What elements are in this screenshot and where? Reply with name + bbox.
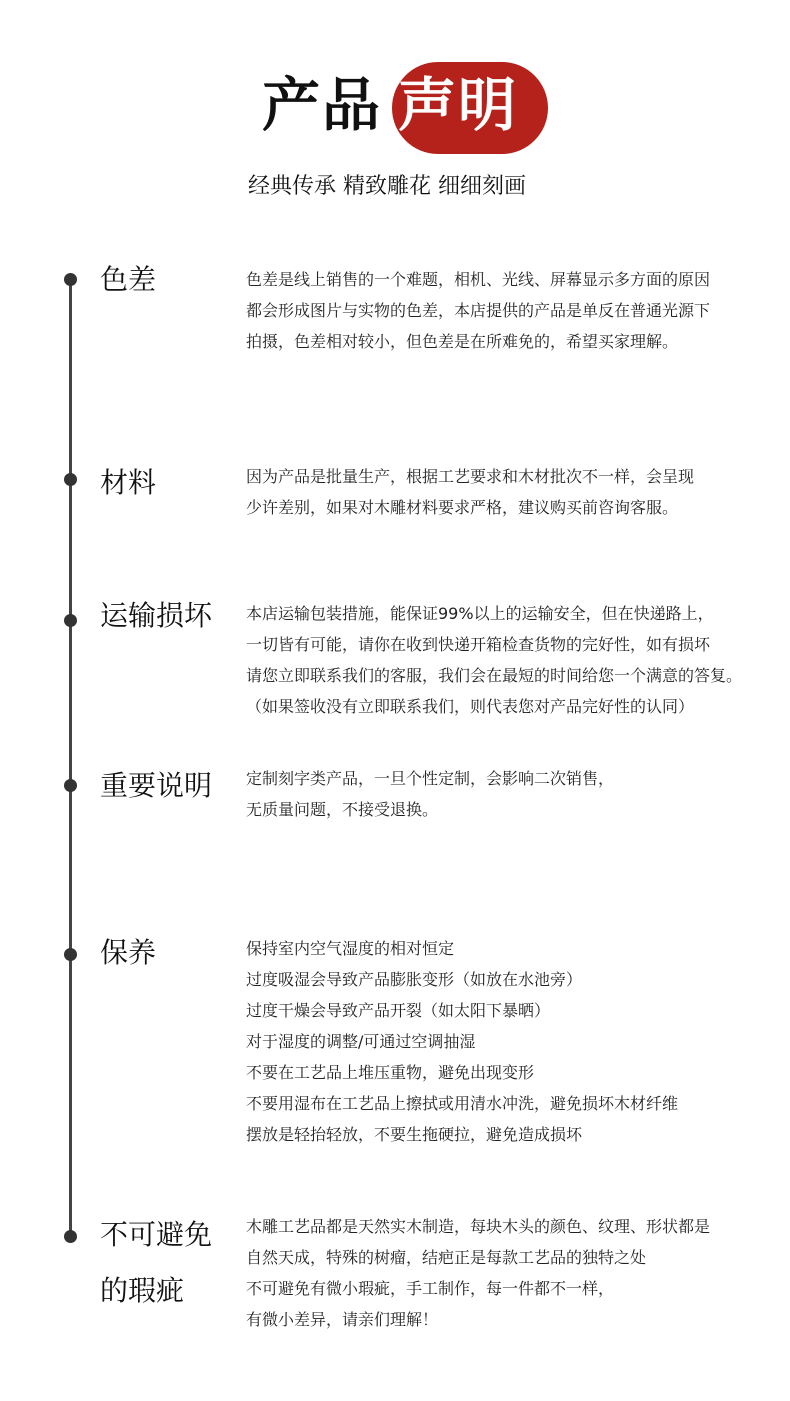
section-body-line: 都会形成图片与实物的色差，本店提供的产品是单反在普通光源下: [246, 301, 711, 320]
section-body-line: 不要在工艺品上堆压重物，避免出现变形: [246, 1063, 535, 1082]
section-heading-line: 材料: [100, 466, 157, 499]
page-subtitle: 经典传承 精致雕花 细细刻画: [248, 174, 526, 199]
section-body-line: 不可避免有微小瑕疵，手工制作，每一件都不一样，: [246, 1279, 615, 1298]
timeline-dot: [64, 614, 77, 627]
section-heading-unavoidable-flaws: [100, 1207, 212, 1319]
section-body-important-note: [246, 763, 614, 825]
section-body-unavoidable-flaws: [246, 1211, 710, 1335]
section-body-line: 请您立即联系我们的客服，我们会在最短的时间给您一个满意的答复。: [246, 666, 743, 685]
section-body-line: 保持室内空气湿度的相对恒定: [246, 939, 455, 958]
section-heading-important-note: [100, 758, 212, 814]
section-heading-line: 重要说明: [100, 769, 213, 802]
page-title-seal-text: 声明: [398, 71, 519, 139]
timeline-dot: [64, 473, 77, 486]
section-body-line: 木雕工艺品都是天然实木制造，每块木头的颜色、纹理、形状都是: [246, 1217, 711, 1236]
section-heading-line: 运输损坏: [100, 599, 213, 632]
section-body-material: [246, 461, 694, 523]
section-body-shipping-damage: [246, 598, 742, 722]
section-body-line: 不要用湿布在工艺品上擦拭或用清水冲洗，避免损坏木材纤维: [246, 1094, 679, 1113]
section-body-line: 自然天成，特殊的树瘤，结疤正是每款工艺品的独特之处: [246, 1248, 647, 1267]
section-body-line: 拍摄，色差相对较小，但色差是在所难免的，希望买家理解。: [246, 332, 679, 351]
section-heading-material: [100, 455, 156, 511]
section-body-line: 少许差别，如果对木雕材料要求严格，建议购买前咨询客服。: [246, 498, 679, 517]
section-body-line: 过度干燥会导致产品开裂（如太阳下暴晒）: [246, 1001, 551, 1020]
timeline-dot: [64, 948, 77, 961]
section-body-line: 色差是线上销售的一个难题，相机、光线、屏幕显示多方面的原因: [246, 270, 711, 289]
section-heading-maintenance: [100, 925, 156, 981]
section-body-line: 有微小差异，请亲们理解！: [246, 1310, 439, 1329]
section-heading-line: 色差: [100, 263, 157, 296]
section-body-line: 对于湿度的调整/可通过空调抽湿: [246, 1032, 476, 1051]
section-body-line: 定制刻字类产品，一旦个性定制，会影响二次销售，: [246, 769, 615, 788]
section-body-line: 摆放是轻抬轻放，不要生拖硬拉，避免造成损坏: [246, 1125, 583, 1144]
section-body-maintenance: [246, 933, 678, 1150]
section-body-line: （如果签收没有立即联系我们，则代表您对产品完好性的认同）: [246, 697, 695, 716]
section-body-line: 无质量问题，不接受退换。: [246, 800, 439, 819]
timeline-dot: [64, 273, 77, 286]
section-body-line: 一切皆有可能，请你在收到快递开箱检查货物的完好性，如有损坏: [246, 635, 711, 654]
section-body-line: 因为产品是批量生产，根据工艺要求和木材批次不一样，会呈现: [246, 467, 695, 486]
section-body-line: 过度吸湿会导致产品膨胀变形（如放在水池旁）: [246, 970, 583, 989]
timeline-dot: [64, 779, 77, 792]
section-heading-line: 不可避免: [100, 1218, 213, 1251]
page-title-plain: 产品: [262, 71, 383, 139]
section-heading-color-difference: [100, 252, 156, 308]
section-heading-shipping-damage: [100, 588, 212, 644]
section-body-line: 本店运输包装措施，能保证99%以上的运输安全，但在快递路上，: [246, 604, 714, 623]
timeline-dot: [64, 1230, 77, 1243]
section-body-color-difference: [246, 264, 710, 357]
timeline-line: [69, 279, 72, 1239]
section-heading-line: 的瑕疵: [100, 1274, 185, 1307]
section-heading-line: 保养: [100, 936, 157, 969]
